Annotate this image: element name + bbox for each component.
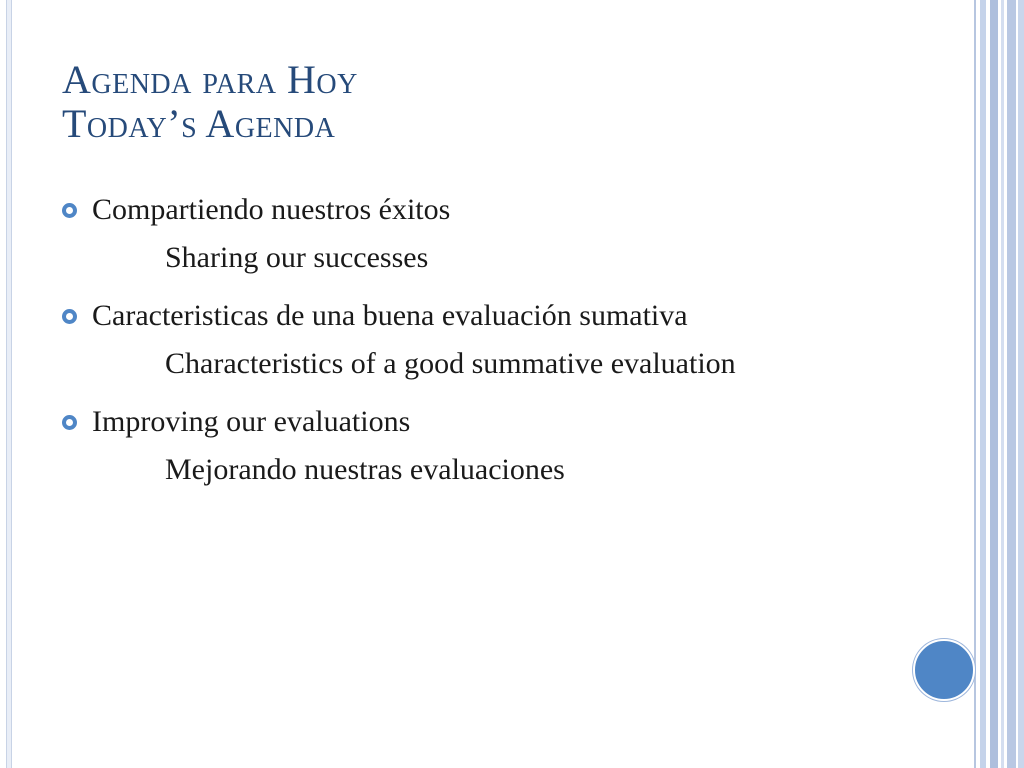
blue-circle-decoration — [913, 639, 975, 701]
right-stripes-decoration — [974, 0, 1024, 768]
circle-bullet-icon — [62, 203, 77, 218]
agenda-item — [62, 296, 882, 336]
circle-bullet-icon — [62, 415, 77, 430]
title-line-1: Agenda para Hoy — [62, 57, 358, 102]
agenda-item-translation: Mejorando nuestras evaluaciones — [165, 453, 565, 486]
agenda-item — [62, 402, 882, 442]
stripe — [974, 0, 976, 768]
agenda-item — [62, 190, 882, 230]
agenda-item-text: Caracteristicas de una buena evaluación sumativa — [92, 299, 688, 332]
slide-title — [62, 58, 882, 146]
agenda-item-translation: Characteristics of a good summative evaluation — [165, 347, 736, 380]
stripe — [1018, 0, 1024, 768]
agenda-list — [62, 190, 882, 490]
agenda-item-text: Compartiendo nuestros éxitos — [92, 193, 451, 226]
agenda-item-text: Improving our evaluations — [92, 405, 411, 438]
left-border-decoration — [6, 0, 12, 768]
stripe — [1007, 0, 1016, 768]
stripe — [990, 0, 998, 768]
stripe — [1001, 0, 1004, 768]
circle-bullet-icon — [62, 309, 77, 324]
stripe — [980, 0, 986, 768]
agenda-item-translation: Sharing our successes — [165, 241, 429, 274]
title-line-2: Today’s Agenda — [62, 101, 336, 146]
